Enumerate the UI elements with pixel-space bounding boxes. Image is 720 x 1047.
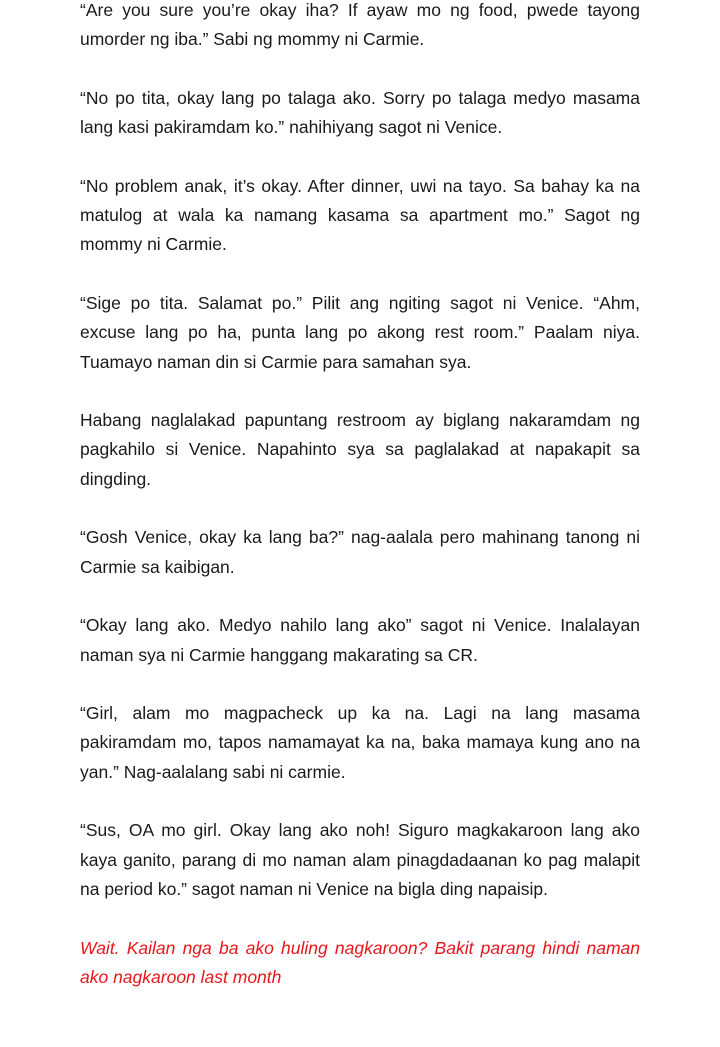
paragraph-mommy-reply: “No problem anak, it’s okay. After dinner, uwi na tayo. Sa bahay ka na matulog at wala ka namang kasama sa apartment mo.” Sagot ng mommy ni Carmie. bbox=[80, 175, 640, 255]
paragraph-venice-okay: “Okay lang ako. Medyo nahilo lang ako” sagot ni Venice. Inalalayan naman sya ni Carmie hanggang makarating sa CR. bbox=[80, 615, 640, 665]
paragraph-dizziness: Habang naglalakad papuntang restroom ay biglang nakaramdam ng pagkahilo si Venice. Napahinto sya sa paglalakad at napakapit sa dingding. bbox=[80, 410, 640, 489]
paragraph-mommy-question: “Are you sure you’re okay iha? If ayaw mo ng food, pwede tayong umorder ng iba.” Sabi ng mommy ni Carmie. bbox=[80, 0, 640, 50]
story-page bbox=[80, 0, 640, 992]
paragraph-checkup-advice: “Girl, alam mo magpacheck up ka na. Lagi na lang masama pakiramdam mo, tapos namamayat ka na, baka mamaya kung ano na yan.” Nag-aalalang sabi ni carmie. bbox=[80, 703, 640, 782]
paragraph-restroom-request: “Sige po tita. Salamat po.” Pilit ang ngiting sagot ni Venice. “Ahm, excuse lang po ha, punta lang po akong rest room.” Paalam niya. Tuamayo naman din si Carmie para samahan sya. bbox=[80, 292, 640, 372]
paragraph-carmie-concern: “Gosh Venice, okay ka lang ba?” nag-aalala pero mahinang tanong ni Carmie sa kaibigan. bbox=[80, 527, 640, 577]
inner-thought: Wait. Kailan nga ba ako huling nagkaroon? Bakit parang hindi naman ako nagkaroon last month bbox=[80, 937, 640, 987]
paragraph-venice-apology: “No po tita, okay lang po talaga ako. Sorry po talaga medyo masama lang kasi pakiramdam ko.” nahihiyang sagot ni Venice. bbox=[80, 87, 640, 138]
paragraph-venice-reply: “Sus, OA mo girl. Okay lang ako noh! Siguro magkakaroon lang ako kaya ganito, parang di mo naman alam pinagdadaanan ko pag malapit na period ko.” sagot naman ni Venice na bigla ding napaisip. bbox=[80, 820, 640, 899]
